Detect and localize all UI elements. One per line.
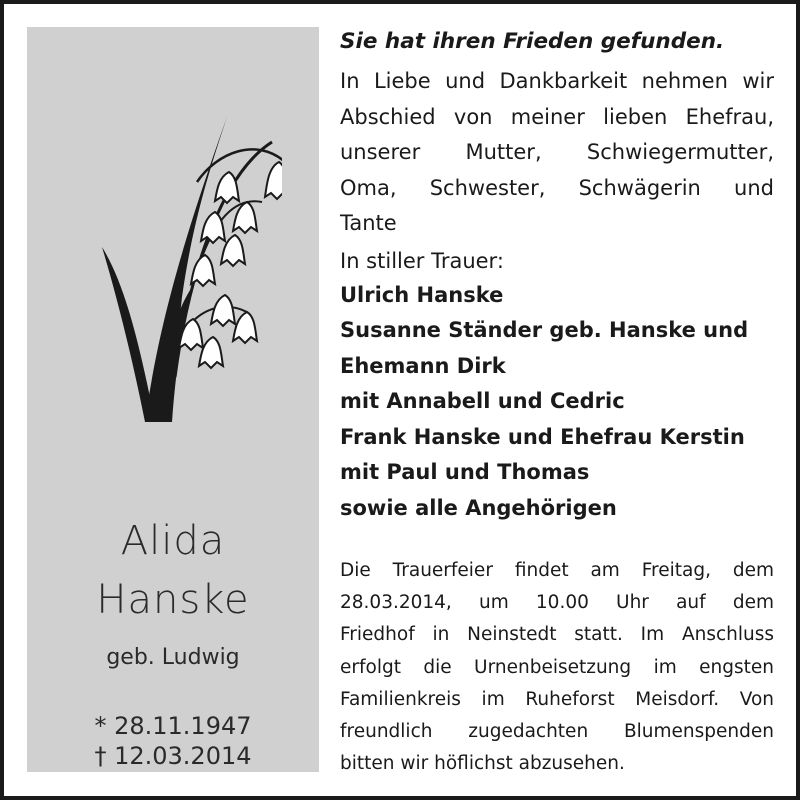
mourner: mit Paul und Thomas [340,460,590,484]
notice-text [340,24,774,780]
headline: Sie hat ihren Frieden gefunden. [340,29,725,54]
mourner: sowie alle Angehörigen [340,495,617,520]
ceremony-line: 28.03.2014, um 10.00 Uhr auf dem [340,592,774,614]
deceased-first-name: Alida [120,518,226,564]
intro-paragraph [340,64,774,242]
death-date: † 12.03.2014 [94,742,252,770]
ceremony-line: Familienkreis im Ruheforst Meisdorf. Von [340,688,774,710]
ceremony-line: Friedhof in Neinstedt statt. Im Anschluss [340,624,774,646]
birth-date: * 28.11.1947 [94,712,252,740]
ceremony-line: freundlich zugedachten Blumenspenden [340,720,774,742]
ceremony-line: erfolgt die Urnenbeisetzung im engsten [340,656,774,678]
mourner: mit Annabell und Cedric [340,389,625,413]
intro-line: unserer Mutter, Schwiegermutter, [340,140,774,164]
maiden-name: geb. Ludwig [106,645,240,670]
deceased-panel [27,27,319,772]
mourner: Ulrich Hanske [340,282,504,307]
intro-line: Oma, Schwester, Schwägerin und [340,175,774,200]
ceremony-line: bitten wir höflichst abzusehen. [340,753,625,775]
intro-line: Tante [340,211,397,235]
mourner: Ehemann Dirk [340,353,506,378]
mourners-list [340,278,774,527]
mourner: Susanne Ständer geb. Hanske und [340,318,749,342]
ceremony-paragraph [340,555,774,780]
intro-line: Abschied von meiner lieben Ehefrau, [340,104,774,129]
lily-of-the-valley-icon [97,87,282,432]
mourner: Frank Hanske und Ehefrau Kerstin [340,424,745,449]
intro-line: In Liebe und Dankbarkeit nehmen wir [340,69,774,93]
deceased-last-name: Hanske [96,577,250,623]
ceremony-line: Die Trauerfeier findet am Freitag, dem [340,560,774,581]
mourning-label: In stiller Trauer: [340,248,504,273]
